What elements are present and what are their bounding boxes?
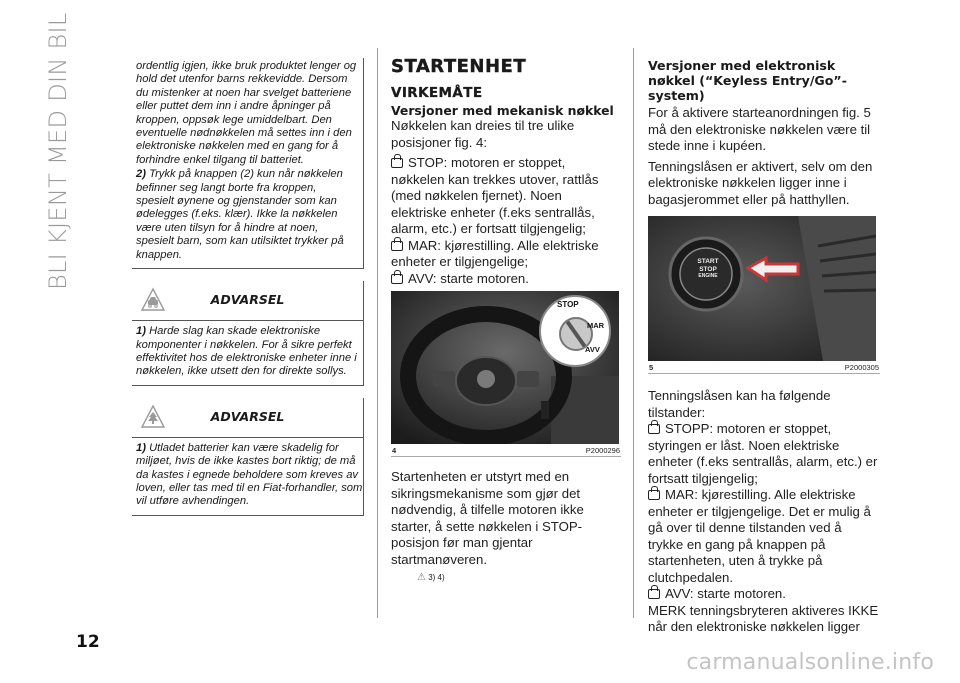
column-divider-right	[633, 48, 634, 618]
warning-body-2	[132, 438, 363, 515]
battery-note-text: ordentlig igjen, ikke bruk produktet lenger og hold det utenfor barns rekkevidde. Dersom du mistenker at noen har svelget batteriene eller puttet dem inn i andre åpninger på kroppen, oppsøk lege umiddelbart. Den eventuelle nødnøkkelen må settes inn i den elektroniske nøkkelen med en gang for å forhindre enkel tilgang til batteriet.	[136, 60, 357, 166]
ignition-state-item	[648, 586, 880, 603]
lock-icon	[648, 424, 660, 434]
left-column	[132, 58, 364, 516]
column-divider-left	[377, 48, 378, 618]
figure-4-number: 4	[392, 446, 397, 455]
side-chapter-title: BLI KJENT MED DIN BIL	[44, 12, 72, 290]
warning-header-2	[132, 398, 363, 438]
figure-5	[648, 216, 880, 374]
button-line-start: START	[697, 258, 719, 265]
figure-4-photo	[391, 291, 619, 444]
right-column	[648, 58, 880, 636]
key-label-avv: AVV	[585, 345, 600, 354]
button-line-engine: ENGINE	[698, 273, 718, 279]
warning-label-2: ADVARSEL	[210, 408, 285, 424]
key-position-text: AVV: starte motoren.	[408, 270, 529, 286]
keyless-paragraph-2: Tenningslåsen er aktivert, selv om den elektroniske nøkkelen ligger inne i bagasjerommet eller på hatthyllen.	[648, 158, 873, 207]
figure-5-number: 5	[649, 363, 654, 372]
key-position-text: STOP: motoren er stoppet, nøkkelen kan trekkes utover, rattlås (med nøkkelen fjernet). Noen elektriske enheter (f.eks sentrallås, alarm, etc.) er fortsatt tilgjengelig;	[391, 155, 599, 236]
warning-label-1: ADVARSEL	[210, 292, 285, 308]
mechanical-key-heading: Versjoner med mekanisk nøkkel	[391, 103, 614, 118]
safety-mechanism-paragraph: Startenheten er utstyrt med en sikringsmekanisme som gjør det nødvendig, å tilfelle motoren ikke starter, å sette nøkkelen i STOP-posisjon før man gjentar startmanøveren.	[391, 469, 584, 567]
keyless-heading: Versjoner med elektronisk nøkkel (“Keyless Entry/Go”-system)	[648, 58, 847, 103]
figure-4	[391, 291, 621, 457]
ignition-state-item	[648, 487, 880, 586]
section-heading: STARTENHET	[391, 56, 527, 77]
warning-box-2	[132, 398, 364, 516]
warning-2-text: Utladet batterier kan være skadelig for miljøet, hvis de ikke kastes bort riktig; de må da kastes i egnede beholdere som kreves av loven, eller tas med til en Fiat-forhandler, som vil utføre avhendingen.	[136, 441, 363, 508]
figure-4-caption	[391, 444, 621, 457]
note-paragraph: MERK tenningsbryteren aktiveres IKKE når den elektroniske nøkkelen ligger	[648, 602, 879, 634]
start-stop-button-label	[688, 258, 728, 281]
key-label-stop: STOP	[557, 300, 579, 309]
warning-2-number: 1)	[136, 441, 146, 454]
warning-1-number: 1)	[136, 325, 146, 338]
ignition-state-item	[648, 421, 880, 487]
note-item-2	[136, 168, 357, 262]
note-item-2-number: 2)	[136, 168, 146, 181]
dashboard-illustration	[648, 216, 876, 361]
reference-numbers: 3) 4)	[428, 573, 445, 582]
ignition-state-text: MAR: kjørestilling. Alle elektriske enheter er tilgjengelige. Det er mulig å gå over til denne tilstanden ved å trykke en gang på knappen på startenheten, uten å trykke på clutchpedalen.	[648, 487, 871, 585]
footer-watermark-url[interactable]: carmanualsonline.info	[686, 650, 934, 675]
figure-4-code: P2000296	[585, 446, 620, 455]
key-label-mar: MAR	[587, 321, 605, 330]
ignition-states-intro: Tenningslåsen kan ha følgende tilstander:	[648, 388, 831, 420]
intro-paragraph: Nøkkelen kan dreies til tre ulike posisjoner fig. 4:	[391, 118, 575, 150]
figure-5-photo	[648, 216, 876, 361]
lock-icon	[391, 241, 403, 251]
keyless-paragraph-1: For å aktivere starteanordningen fig. 5 må den elektroniske nøkkelen være til stede inne i kupéen.	[648, 105, 871, 153]
button-line-stop: STOP	[699, 265, 717, 273]
warning-1-text: Harde slag kan skade elektroniske komponenter i nøkkelen. For å sikre perfekt effektivitet hos de elektroniske enheter inne i nøkkelen, ikke utsett den for direkte sollys.	[136, 325, 357, 378]
ignition-state-text: STOPP: motoren er stoppet, styringen er låst. Noen elektriske enheter (f.eks sentrallås, alarm, etc.) er fortsatt tilgjengelig;	[648, 421, 878, 486]
key-position-item	[391, 155, 621, 238]
middle-column	[391, 56, 621, 583]
figure-5-code: P2000305	[844, 363, 879, 372]
warning-body-1	[132, 321, 363, 385]
section-subheading: VIRKEMÅTE	[391, 85, 483, 101]
note-item-2-text: Trykk på knappen (2) kun når nøkkelen befinner seg langt borte fra kroppen, spesielt øynene og gjenstander som kan ødelegges (f.eks. klær). Ikke la nøkkelen være uten tilsyn for å hindre at noen, spesielt barn, som kan utilsiktet trykker på knappen.	[136, 168, 344, 261]
key-position-item	[391, 271, 621, 288]
ignition-state-text: AVV: starte motoren.	[665, 586, 786, 601]
lock-icon	[648, 490, 660, 500]
lock-icon	[391, 274, 403, 284]
warning-header-1	[132, 281, 363, 321]
figure-5-caption	[648, 361, 880, 374]
warning-references	[391, 572, 621, 583]
ignition-inset	[539, 295, 611, 367]
key-position-text: MAR: kjørestilling. Alle elektriske enheter er tilgjengelige;	[391, 237, 599, 269]
lock-icon	[648, 589, 660, 599]
warning-box-1	[132, 281, 364, 386]
key-position-item	[391, 238, 621, 271]
battery-note-box	[132, 58, 364, 269]
lock-icon	[391, 158, 403, 168]
page-number: 12	[76, 632, 100, 652]
warning-triangle-icon: ⚠	[417, 572, 426, 583]
